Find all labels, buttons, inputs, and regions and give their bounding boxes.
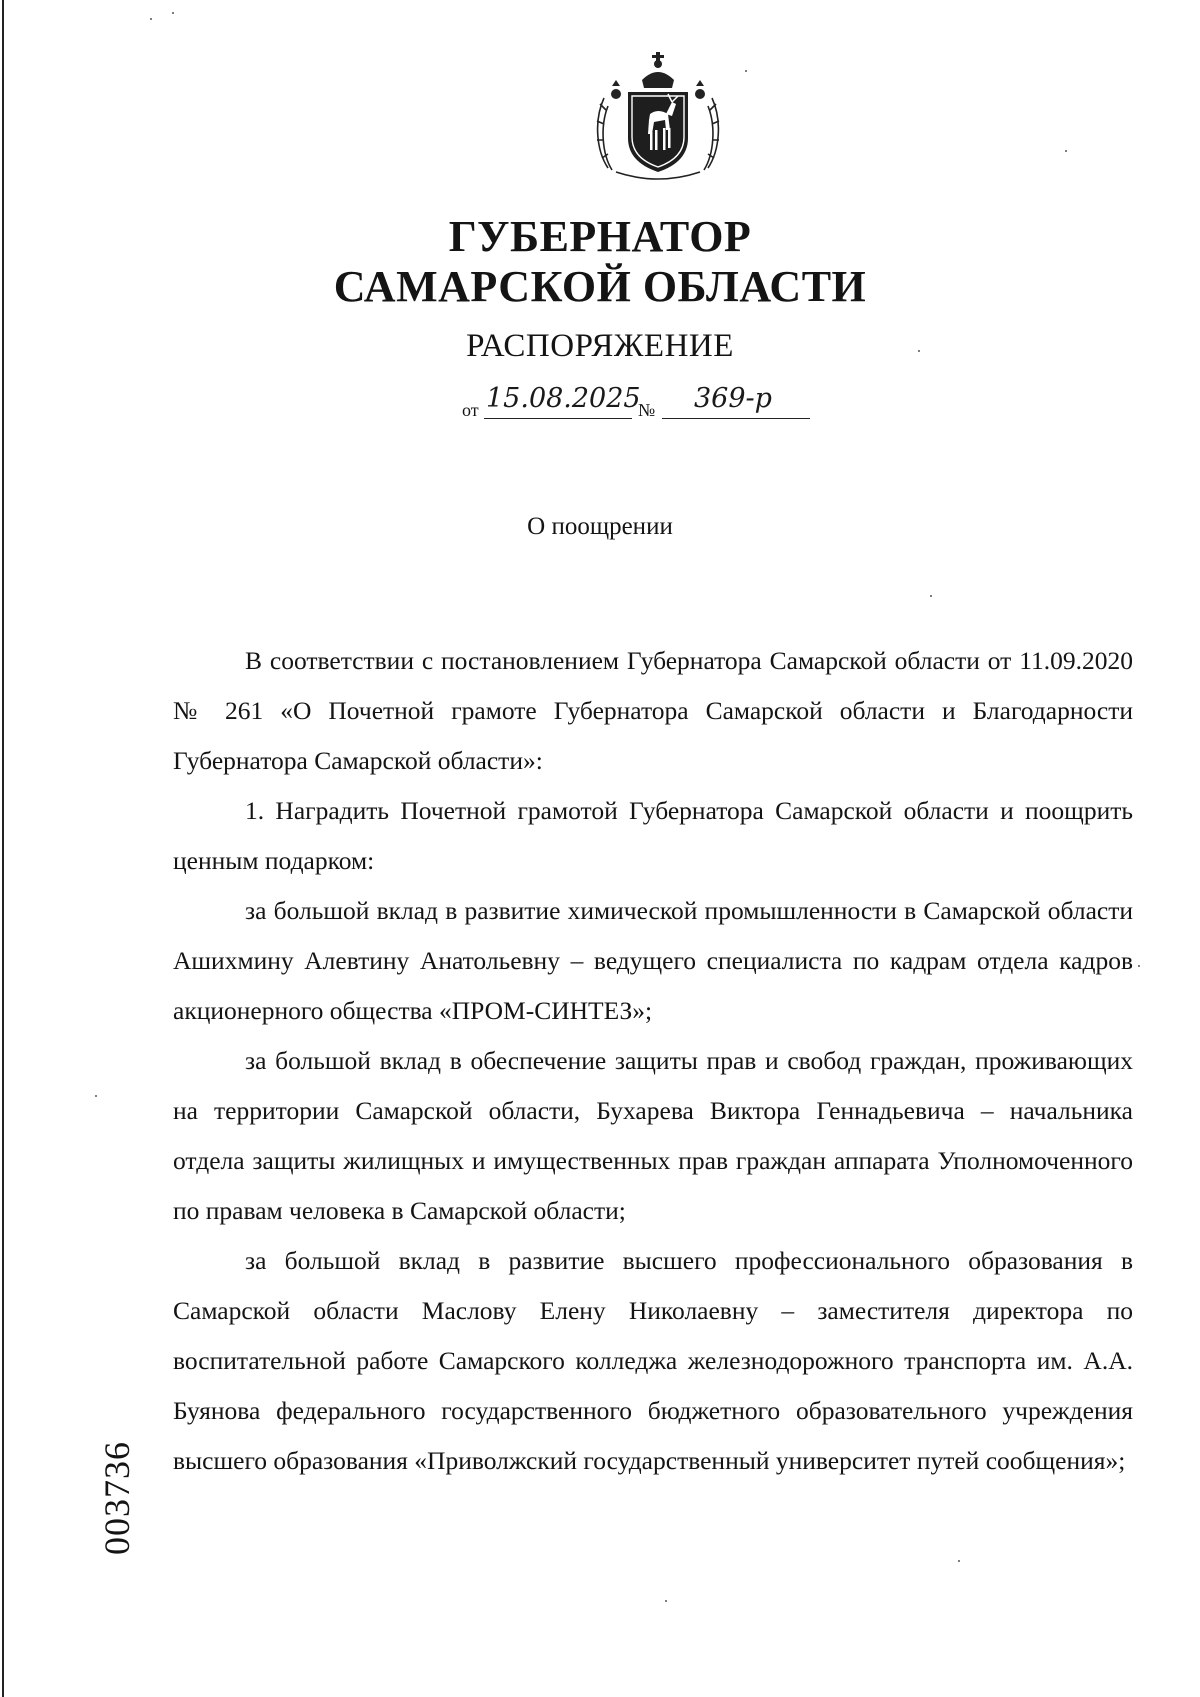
body-paragraph: за большой вклад в обеспечение защиты прав и свобод граждан, проживающих на территории Самарской области, Бухарева Виктора Геннадьевича – начальника отдела защиты жилищных и имущественных прав граждан аппарата Уполномоченного по правам человека в Самарской области; [173, 1046, 1133, 1225]
number-underline [662, 418, 810, 419]
scan-dot [665, 1600, 667, 1602]
date-underline [484, 418, 632, 419]
scan-dot [172, 12, 174, 14]
scan-dot [745, 70, 747, 72]
body-paragraph: за большой вклад в развитие высшего профессионального образования в Самарской области Маслову Елену Николаевну – заместителя директора по воспитательной работе Самарского колледжа железнодорожного транспорта им. А.А. Буянова федерального государственного бюджетного образовательного учреждения высшего образования «Приволжский государственный университет путей сообщения»; [173, 1246, 1133, 1475]
body-paragraph: 1. Наградить Почетной грамотой Губернатора Самарской области и поощрить ценным подарком: [173, 796, 1133, 875]
number-label: № [638, 400, 656, 420]
scan-dot [95, 1095, 97, 1097]
number-value: 369-р [694, 383, 772, 414]
scan-dot [958, 1560, 960, 1562]
document-title-line-2: САМАРСКОЙ ОБЛАСТИ [333, 262, 867, 311]
scan-dot [930, 595, 932, 597]
date-value: 15.08.2025 [486, 383, 641, 414]
samara-region-coat-of-arms-icon [588, 50, 728, 180]
document-date-number-line [462, 384, 862, 424]
document-subject: О поощрении [527, 513, 673, 540]
scan-dot [1065, 150, 1067, 152]
body-paragraph: за большой вклад в развитие химической промышленности в Самарской области Ашихмину Алевтину Анатольевну – ведущего специалиста по кадрам отдела кадров акционерного общества «ПРОМ-СИНТЕЗ»; [173, 896, 1133, 1025]
scan-dot [1138, 965, 1140, 967]
side-serial-number: 003736 [97, 1441, 137, 1555]
document-body [173, 636, 1133, 1486]
coat-of-arms [588, 50, 728, 180]
document-type: РАСПОРЯЖЕНИЕ [466, 328, 734, 364]
document-title-line-1: ГУБЕРНАТОР [448, 212, 752, 261]
body-paragraph: В соответствии с постановлением Губернатора Самарской области от 11.09.2020 № 261 «О Почетной грамоте Губернатора Самарской области и Благодарности Губернатора Самарской области»: [173, 646, 1133, 775]
date-label: от [462, 400, 479, 420]
scan-dot [150, 18, 152, 20]
